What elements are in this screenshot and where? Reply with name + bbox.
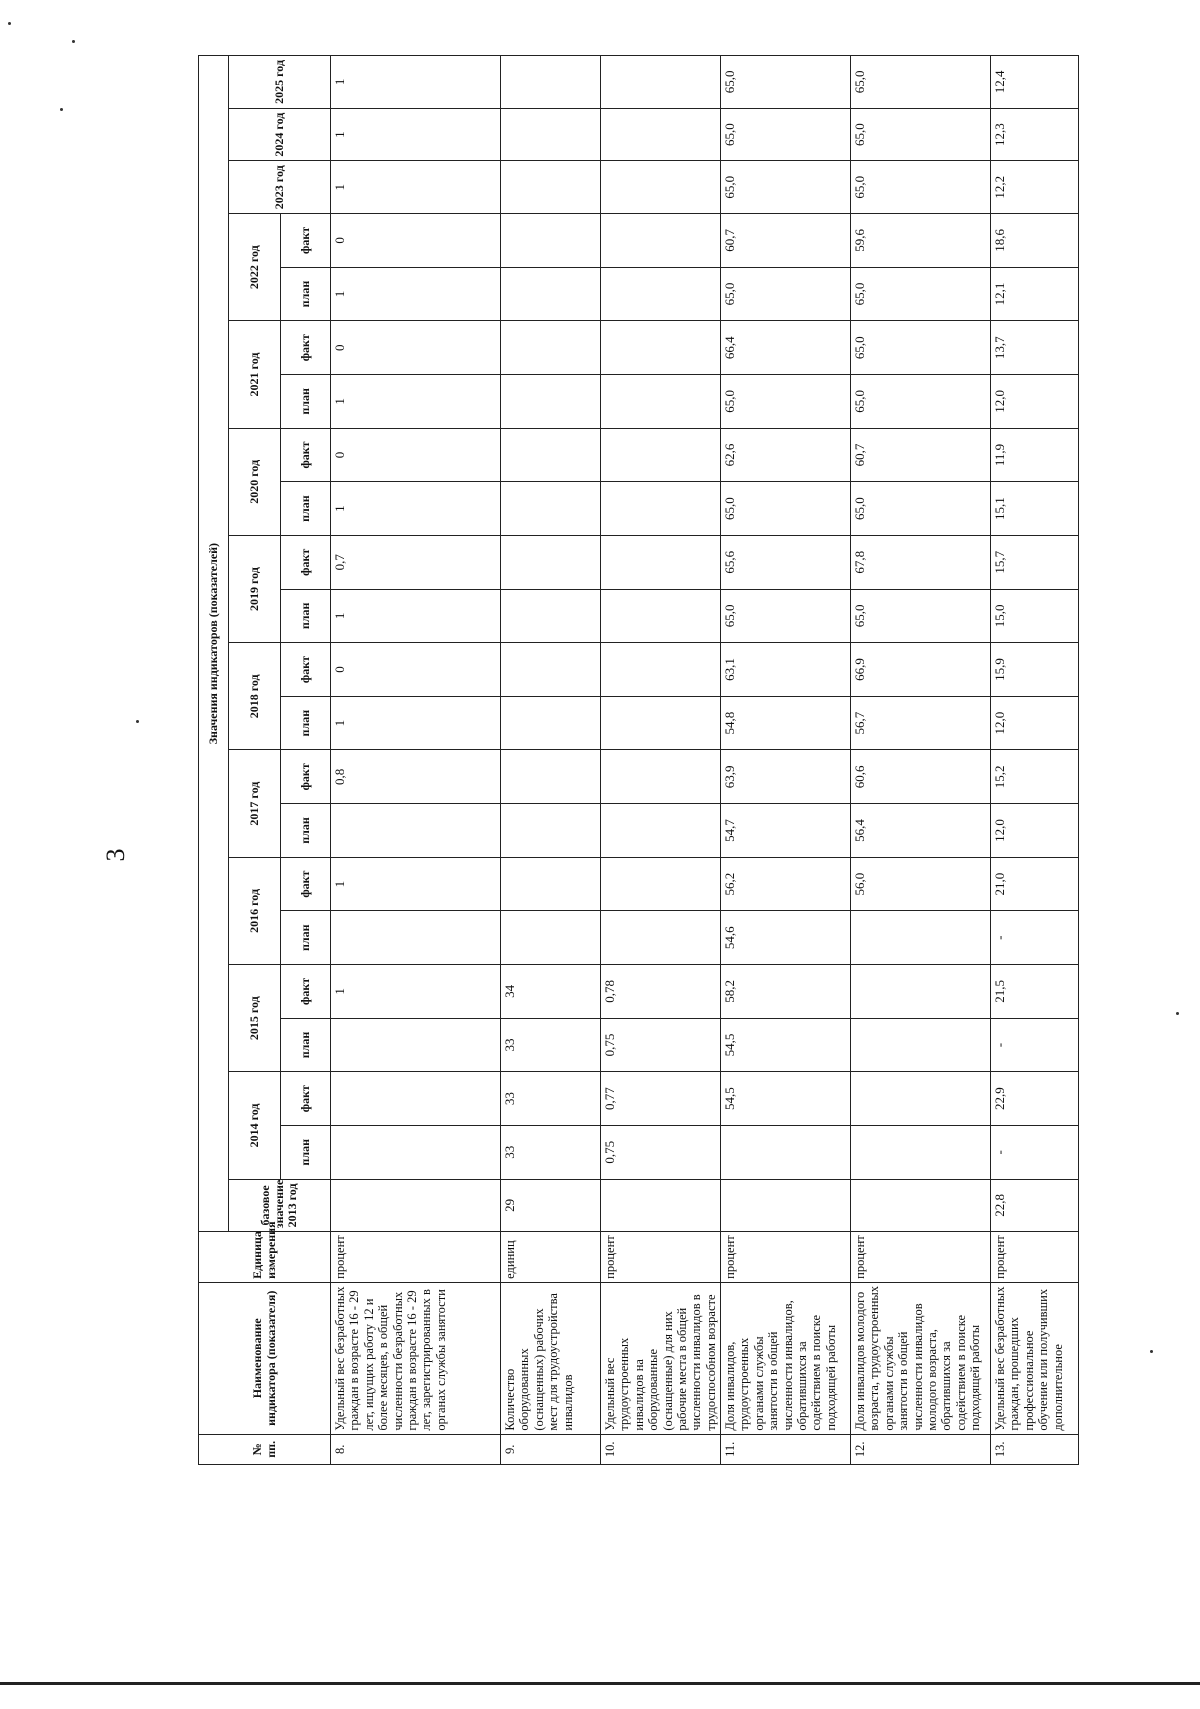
indicator-value [851,1072,991,1126]
header-fact: факт [281,1072,331,1126]
indicator-table-rotated [198,55,1078,1465]
indicator-value [601,56,721,109]
indicator-value: 66,4 [721,321,851,375]
indicator-value: - [991,1125,1079,1179]
header-fact: факт [281,428,331,482]
header-fact: факт [281,214,331,268]
header-year: 2016 год [229,857,281,964]
indicator-value: 11,9 [991,428,1079,482]
indicator-value: 54,5 [721,1072,851,1126]
indicator-value: 0 [331,321,501,375]
indicator-name: Удельный вес безработных граждан в возрасте 16 - 29 лет, ищущих работу 12 и более месяцев, в общей численности безработных граждан в возрасте 16 - 29 лет, зарегистрированных в органах службы занятости [331,1282,501,1434]
indicator-value: 60,6 [851,750,991,804]
row-number: 13. [991,1434,1079,1464]
table-row [601,56,721,1465]
indicator-value: 18,6 [991,214,1079,268]
indicator-value: 1 [331,56,501,109]
header-plan: план [281,589,331,643]
indicator-value: 0 [331,214,501,268]
indicator-value: 65,0 [851,56,991,109]
indicator-value [501,535,601,589]
header-year: 2019 год [229,535,281,642]
header-fact: факт [281,857,331,911]
header-fact: факт [281,535,331,589]
indicator-value [851,1179,991,1232]
indicator-value: 1 [331,696,501,750]
indicator-value: 0,8 [331,750,501,804]
indicator-value [501,375,601,429]
indicator-name: Количество оборудованных (оснащенных) рабочих мест для трудоустройства инвалидов [501,1282,601,1434]
indicator-value: 0,75 [601,1125,721,1179]
indicator-value [501,643,601,697]
indicator-value: 29 [501,1179,601,1232]
header-plan: план [281,1125,331,1179]
row-number: 9. [501,1434,601,1464]
indicator-value: 21,5 [991,965,1079,1019]
indicator-value [601,804,721,858]
indicator-value: 65,0 [721,108,851,161]
indicator-value [501,56,601,109]
header-col-no: № пп. [199,1434,331,1464]
indicator-value: 56,0 [851,857,991,911]
indicator-value: 56,4 [851,804,991,858]
indicator-value: 65,0 [851,108,991,161]
indicator-value: 1 [331,482,501,536]
indicator-name: Удельный вес трудоустроенных инвалидов на оборудованные (оснащенные) для них рабочие места в общей численности инвалидов в трудоспособном возрасте [601,1282,721,1434]
indicator-value: 54,6 [721,911,851,965]
indicator-value [601,267,721,321]
indicator-value [331,911,501,965]
indicator-value [501,108,601,161]
header-year: 2020 год [229,428,281,535]
indicator-value: 0,78 [601,965,721,1019]
indicator-value: 54,7 [721,804,851,858]
indicator-value: 12,0 [991,375,1079,429]
scan-speck [1150,1350,1153,1353]
indicator-value: 15,7 [991,535,1079,589]
unit-of-measure: единиц [501,1232,601,1283]
indicator-value [501,267,601,321]
indicator-value: 65,0 [721,267,851,321]
indicator-value: 67,8 [851,535,991,589]
indicator-value [501,750,601,804]
indicator-value [721,1179,851,1232]
indicator-value [501,161,601,214]
indicator-value: 1 [331,267,501,321]
indicator-value [601,750,721,804]
indicator-name: Удельный вес безработных граждан, прошедших профессиональное обучение или получивших дополнительное [991,1282,1079,1434]
indicator-value [601,321,721,375]
indicator-value: 12,0 [991,804,1079,858]
indicator-value: - [991,911,1079,965]
indicator-value: 65,0 [851,267,991,321]
indicator-value: 65,0 [721,161,851,214]
indicator-value [501,911,601,965]
indicator-value: 59,6 [851,214,991,268]
scan-speck [1176,1012,1179,1015]
header-base-value: базовое значение 2013 год [229,1179,331,1232]
indicator-value [851,965,991,1019]
indicator-value: 58,2 [721,965,851,1019]
header-year: 2021 год [229,321,281,428]
row-number: 11. [721,1434,851,1464]
header-col-unit: Единица измерения [199,1232,331,1283]
table-row [991,56,1079,1465]
indicator-value: 0,75 [601,1018,721,1072]
unit-of-measure: процент [851,1232,991,1283]
indicator-value: 62,6 [721,428,851,482]
indicator-value: 33 [501,1018,601,1072]
indicator-value: 34 [501,965,601,1019]
row-number: 10. [601,1434,721,1464]
indicator-value [721,1125,851,1179]
indicator-value: 60,7 [851,428,991,482]
header-single-year: 2023 год [229,161,331,214]
indicator-value [601,214,721,268]
indicator-value: 65,0 [851,375,991,429]
header-fact: факт [281,643,331,697]
indicator-value: 63,9 [721,750,851,804]
scan-speck [72,40,75,43]
indicator-value: 56,7 [851,696,991,750]
header-fact: факт [281,750,331,804]
indicator-value: 65,0 [721,482,851,536]
indicator-value: 13,7 [991,321,1079,375]
indicator-value [601,857,721,911]
indicator-value: 56,2 [721,857,851,911]
indicator-value [501,589,601,643]
header-plan: план [281,804,331,858]
indicator-value: 15,9 [991,643,1079,697]
indicator-value: 15,0 [991,589,1079,643]
indicator-value: 15,2 [991,750,1079,804]
indicator-value: - [991,1018,1079,1072]
indicator-value: 65,6 [721,535,851,589]
header-year: 2022 год [229,214,281,321]
indicator-value [501,696,601,750]
unit-of-measure: процент [331,1232,501,1283]
indicator-value: 65,0 [851,161,991,214]
unit-of-measure: процент [721,1232,851,1283]
indicator-value: 12,1 [991,267,1079,321]
scan-speck [8,22,11,25]
header-year: 2014 год [229,1072,281,1179]
indicator-value [331,1072,501,1126]
indicator-value: 12,4 [991,56,1079,109]
indicator-value [501,321,601,375]
scan-speck [60,108,63,111]
indicator-value [601,108,721,161]
header-fact: факт [281,321,331,375]
table-header [199,56,331,1465]
indicator-value [601,161,721,214]
indicator-value: 65,0 [721,589,851,643]
indicator-value [601,375,721,429]
indicator-value [601,911,721,965]
table-body [331,56,1079,1465]
indicator-value: 15,1 [991,482,1079,536]
indicator-value [501,482,601,536]
indicator-value: 0,77 [601,1072,721,1126]
indicator-value: 65,0 [721,56,851,109]
indicator-value [601,643,721,697]
indicator-value [501,214,601,268]
header-plan: план [281,482,331,536]
scan-speck [136,720,139,723]
indicator-value [601,1179,721,1232]
indicator-value: 54,5 [721,1018,851,1072]
indicator-value [331,1179,501,1232]
indicator-value [601,428,721,482]
indicator-value: 0,7 [331,535,501,589]
row-number: 12. [851,1434,991,1464]
unit-of-measure: процент [991,1232,1079,1283]
indicator-value [331,1018,501,1072]
indicator-value: 65,0 [721,375,851,429]
indicator-value: 0 [331,643,501,697]
indicator-value: 1 [331,589,501,643]
indicator-value: 54,8 [721,696,851,750]
indicator-value [601,482,721,536]
header-plan: план [281,911,331,965]
header-year: 2018 год [229,643,281,750]
table-row [501,56,601,1465]
indicator-value [331,1125,501,1179]
indicator-value: 33 [501,1072,601,1126]
indicator-value: 22,8 [991,1179,1079,1232]
indicator-value: 1 [331,965,501,1019]
indicator-value: 33 [501,1125,601,1179]
header-single-year: 2024 год [229,108,331,161]
header-plan: план [281,696,331,750]
indicator-value [851,911,991,965]
indicator-value: 1 [331,108,501,161]
indicator-value: 12,2 [991,161,1079,214]
indicator-value [601,696,721,750]
indicator-value [601,589,721,643]
header-year: 2015 год [229,965,281,1072]
indicator-value [501,804,601,858]
header-plan: план [281,1018,331,1072]
indicator-value [851,1018,991,1072]
indicator-value [331,804,501,858]
indicator-value: 1 [331,375,501,429]
header-group-title: Значения индикаторов (показателей) [199,56,229,1232]
indicator-name: Доля инвалидов молодого возраста, трудоустроенных органами службы занятости в общей численности инвалидов молодого возраста, обратившихся за содействием в поиске подходящей работы [851,1282,991,1434]
indicator-value [601,535,721,589]
indicator-value: 66,9 [851,643,991,697]
header-year: 2017 год [229,750,281,857]
unit-of-measure: процент [601,1232,721,1283]
indicator-value: 12,0 [991,696,1079,750]
header-col-name: Наименование индикатора (показателя) [199,1282,331,1434]
indicator-value: 12,3 [991,108,1079,161]
header-plan: план [281,375,331,429]
indicator-name: Доля инвалидов, трудоустроенных органами службы занятости в общей численности инвалидов, обратившихся за содействием в поиске подходящей работы [721,1282,851,1434]
row-number: 8. [331,1434,501,1464]
indicator-table [198,55,1079,1465]
indicator-value [501,857,601,911]
indicator-value: 1 [331,161,501,214]
table-row [851,56,991,1465]
indicator-value: 22,9 [991,1072,1079,1126]
indicator-value: 65,0 [851,482,991,536]
indicator-value: 65,0 [851,321,991,375]
indicator-value: 1 [331,857,501,911]
header-single-year: 2025 год [229,56,331,109]
indicator-value: 21,0 [991,857,1079,911]
indicator-value: 65,0 [851,589,991,643]
indicator-value [851,1125,991,1179]
header-fact: факт [281,965,331,1019]
indicator-value [501,428,601,482]
page-number: 3 [101,848,130,862]
indicator-value: 0 [331,428,501,482]
indicator-value: 60,7 [721,214,851,268]
table-row [331,56,501,1465]
page-bottom-edge [0,1682,1200,1685]
table-row [721,56,851,1465]
indicator-value: 63,1 [721,643,851,697]
header-plan: план [281,267,331,321]
